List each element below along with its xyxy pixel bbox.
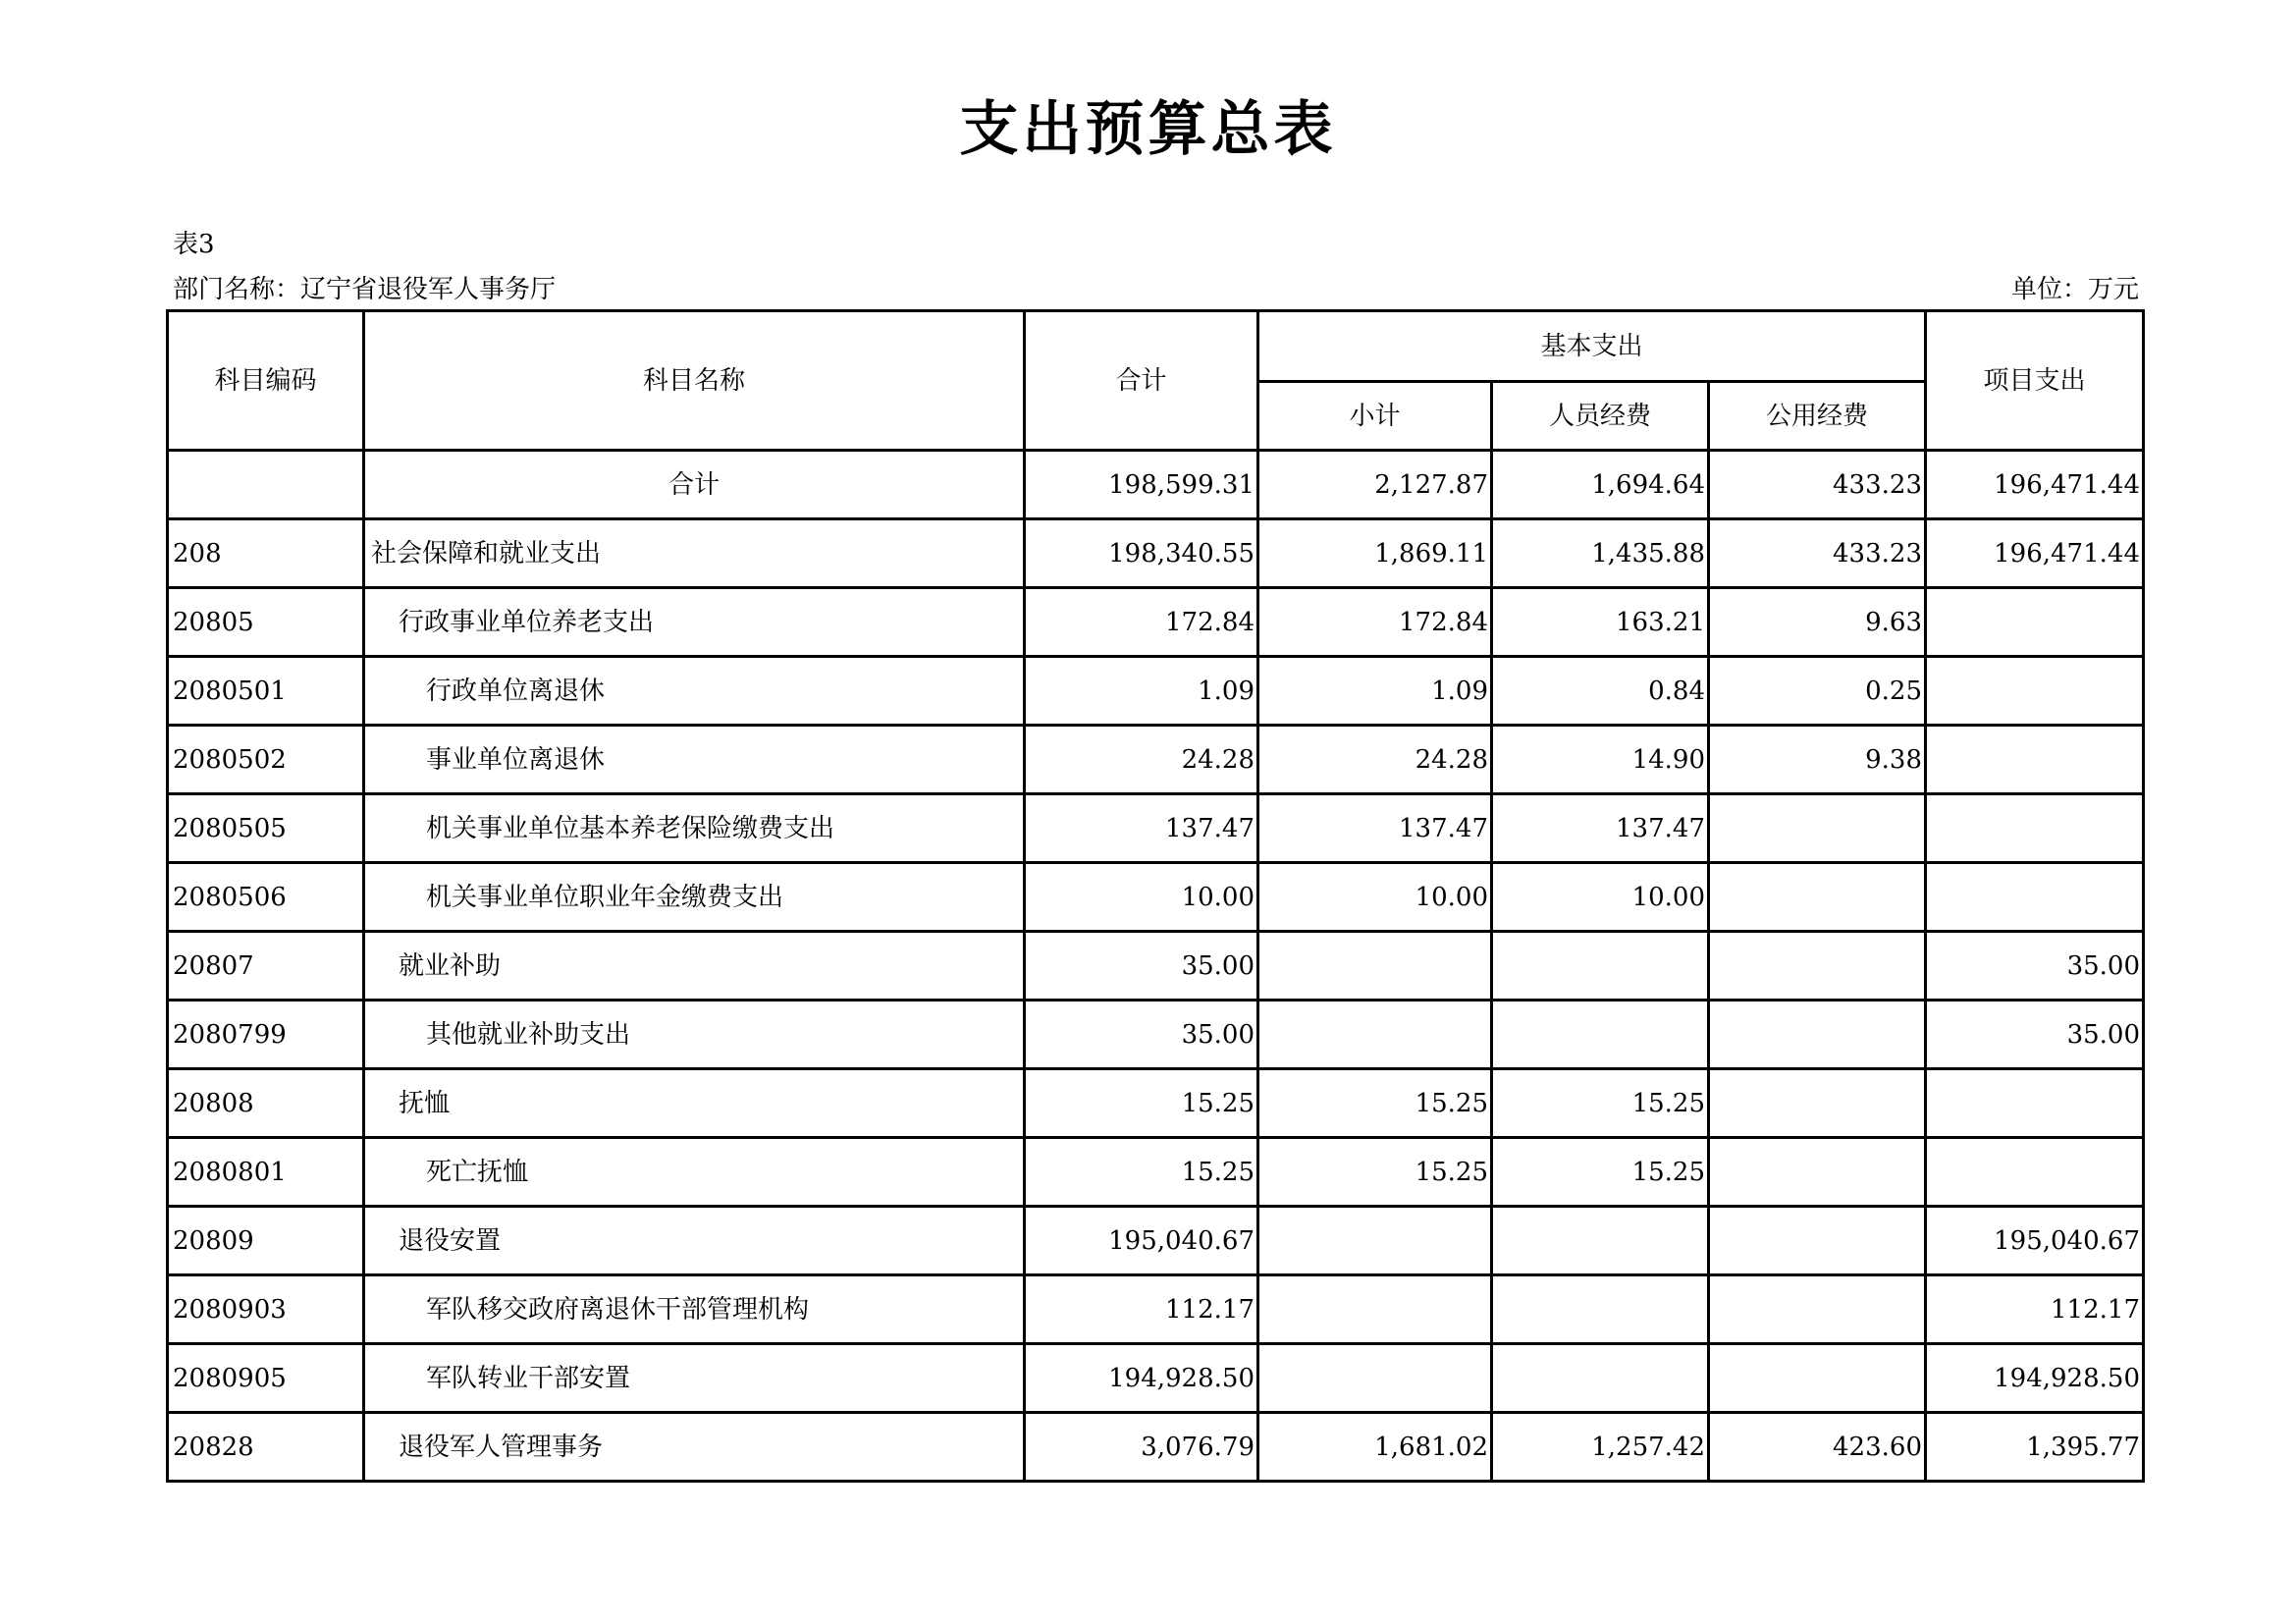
budget-table bbox=[166, 309, 2145, 1483]
table-row bbox=[168, 1069, 2144, 1138]
cell-personnel: 14.90 bbox=[1492, 726, 1709, 794]
cell-code: 208 bbox=[168, 519, 364, 588]
cell-personnel: 163.21 bbox=[1492, 588, 1709, 657]
cell-public bbox=[1709, 794, 1926, 863]
cell-public bbox=[1709, 1207, 1926, 1275]
cell-name: 事业单位离退休 bbox=[364, 726, 1025, 794]
table-number: 表3 bbox=[173, 230, 215, 259]
cell-name: 机关事业单位职业年金缴费支出 bbox=[364, 863, 1025, 932]
cell-total: 35.00 bbox=[1025, 1001, 1258, 1069]
cell-total: 10.00 bbox=[1025, 863, 1258, 932]
cell-project: 194,928.50 bbox=[1926, 1344, 2144, 1413]
cell-name: 其他就业补助支出 bbox=[364, 1001, 1025, 1069]
table-row bbox=[168, 1138, 2144, 1207]
cell-total: 24.28 bbox=[1025, 726, 1258, 794]
cell-personnel bbox=[1492, 1344, 1709, 1413]
cell-code: 20828 bbox=[168, 1413, 364, 1482]
table-row bbox=[168, 863, 2144, 932]
table-row bbox=[168, 1344, 2144, 1413]
cell-subtotal bbox=[1258, 1001, 1492, 1069]
cell-personnel bbox=[1492, 932, 1709, 1001]
cell-public: 9.63 bbox=[1709, 588, 1926, 657]
table-row bbox=[168, 1001, 2144, 1069]
cell-code: 2080502 bbox=[168, 726, 364, 794]
cell-total: 137.47 bbox=[1025, 794, 1258, 863]
cell-code: 20808 bbox=[168, 1069, 364, 1138]
cell-subtotal: 24.28 bbox=[1258, 726, 1492, 794]
cell-total: 35.00 bbox=[1025, 932, 1258, 1001]
cell-code: 20809 bbox=[168, 1207, 364, 1275]
cell-personnel bbox=[1492, 1275, 1709, 1344]
cell-subtotal: 1.09 bbox=[1258, 657, 1492, 726]
cell-name: 军队转业干部安置 bbox=[364, 1344, 1025, 1413]
cell-name: 退役军人管理事务 bbox=[364, 1413, 1025, 1482]
cell-personnel: 137.47 bbox=[1492, 794, 1709, 863]
table-row bbox=[168, 588, 2144, 657]
cell-project: 195,040.67 bbox=[1926, 1207, 2144, 1275]
table-row bbox=[168, 726, 2144, 794]
cell-subtotal: 1,869.11 bbox=[1258, 519, 1492, 588]
department-name: 部门名称：辽宁省退役军人事务厅 bbox=[173, 275, 557, 304]
cell-subtotal bbox=[1258, 1275, 1492, 1344]
table-row bbox=[168, 1275, 2144, 1344]
table-row bbox=[168, 657, 2144, 726]
cell-project: 35.00 bbox=[1926, 1001, 2144, 1069]
cell-project bbox=[1926, 1069, 2144, 1138]
cell-personnel: 15.25 bbox=[1492, 1069, 1709, 1138]
cell-name: 社会保障和就业支出 bbox=[364, 519, 1025, 588]
cell-name: 退役安置 bbox=[364, 1207, 1025, 1275]
cell-public bbox=[1709, 1275, 1926, 1344]
cell-public bbox=[1709, 932, 1926, 1001]
cell-code: 2080799 bbox=[168, 1001, 364, 1069]
cell-subtotal: 15.25 bbox=[1258, 1069, 1492, 1138]
cell-total: 1.09 bbox=[1025, 657, 1258, 726]
cell-total: 195,040.67 bbox=[1025, 1207, 1258, 1275]
cell-project bbox=[1926, 1138, 2144, 1207]
cell-total: 112.17 bbox=[1025, 1275, 1258, 1344]
cell-project bbox=[1926, 726, 2144, 794]
cell-public bbox=[1709, 1138, 1926, 1207]
cell-code: 20807 bbox=[168, 932, 364, 1001]
cell-name: 行政单位离退休 bbox=[364, 657, 1025, 726]
cell-public: 0.25 bbox=[1709, 657, 1926, 726]
header-project: 项目支出 bbox=[1926, 311, 2144, 451]
cell-subtotal: 15.25 bbox=[1258, 1138, 1492, 1207]
cell-name: 军队移交政府离退休干部管理机构 bbox=[364, 1275, 1025, 1344]
cell-total: 198,340.55 bbox=[1025, 519, 1258, 588]
header-public: 公用经费 bbox=[1709, 382, 1926, 451]
cell-personnel: 1,435.88 bbox=[1492, 519, 1709, 588]
cell-subtotal: 2,127.87 bbox=[1258, 451, 1492, 519]
table-header bbox=[168, 311, 2144, 451]
cell-total: 194,928.50 bbox=[1025, 1344, 1258, 1413]
table-body bbox=[168, 451, 2144, 1482]
cell-public bbox=[1709, 863, 1926, 932]
cell-name: 死亡抚恤 bbox=[364, 1138, 1025, 1207]
cell-project: 112.17 bbox=[1926, 1275, 2144, 1344]
cell-project bbox=[1926, 588, 2144, 657]
cell-total: 198,599.31 bbox=[1025, 451, 1258, 519]
cell-code: 2080903 bbox=[168, 1275, 364, 1344]
cell-code: 2080505 bbox=[168, 794, 364, 863]
header-personnel: 人员经费 bbox=[1492, 382, 1709, 451]
cell-public: 9.38 bbox=[1709, 726, 1926, 794]
cell-subtotal: 1,681.02 bbox=[1258, 1413, 1492, 1482]
cell-subtotal: 10.00 bbox=[1258, 863, 1492, 932]
header-subtotal: 小计 bbox=[1258, 382, 1492, 451]
cell-code: 2080905 bbox=[168, 1344, 364, 1413]
cell-personnel bbox=[1492, 1001, 1709, 1069]
cell-code: 20805 bbox=[168, 588, 364, 657]
cell-subtotal bbox=[1258, 932, 1492, 1001]
cell-project: 35.00 bbox=[1926, 932, 2144, 1001]
header-total: 合计 bbox=[1025, 311, 1258, 451]
cell-public: 433.23 bbox=[1709, 451, 1926, 519]
cell-public bbox=[1709, 1069, 1926, 1138]
cell-personnel: 1,694.64 bbox=[1492, 451, 1709, 519]
cell-personnel: 0.84 bbox=[1492, 657, 1709, 726]
cell-code: 2080506 bbox=[168, 863, 364, 932]
unit-label: 单位：万元 bbox=[2010, 275, 2139, 304]
cell-personnel: 10.00 bbox=[1492, 863, 1709, 932]
cell-subtotal bbox=[1258, 1207, 1492, 1275]
cell-subtotal: 137.47 bbox=[1258, 794, 1492, 863]
cell-total: 3,076.79 bbox=[1025, 1413, 1258, 1482]
cell-name: 合计 bbox=[364, 451, 1025, 519]
cell-personnel: 15.25 bbox=[1492, 1138, 1709, 1207]
table-row bbox=[168, 1413, 2144, 1482]
cell-subtotal bbox=[1258, 1344, 1492, 1413]
cell-personnel: 1,257.42 bbox=[1492, 1413, 1709, 1482]
header-basic: 基本支出 bbox=[1258, 311, 1926, 382]
cell-name: 就业补助 bbox=[364, 932, 1025, 1001]
cell-name: 行政事业单位养老支出 bbox=[364, 588, 1025, 657]
cell-total: 172.84 bbox=[1025, 588, 1258, 657]
cell-code bbox=[168, 451, 364, 519]
cell-project: 196,471.44 bbox=[1926, 451, 2144, 519]
cell-subtotal: 172.84 bbox=[1258, 588, 1492, 657]
cell-name: 抚恤 bbox=[364, 1069, 1025, 1138]
cell-total: 15.25 bbox=[1025, 1138, 1258, 1207]
cell-personnel bbox=[1492, 1207, 1709, 1275]
cell-project bbox=[1926, 794, 2144, 863]
cell-project: 1,395.77 bbox=[1926, 1413, 2144, 1482]
cell-public: 423.60 bbox=[1709, 1413, 1926, 1482]
cell-code: 2080801 bbox=[168, 1138, 364, 1207]
cell-name: 机关事业单位基本养老保险缴费支出 bbox=[364, 794, 1025, 863]
cell-public bbox=[1709, 1001, 1926, 1069]
table-row bbox=[168, 794, 2144, 863]
table-row bbox=[168, 1207, 2144, 1275]
cell-total: 15.25 bbox=[1025, 1069, 1258, 1138]
header-code: 科目编码 bbox=[168, 311, 364, 451]
page-title: 支出预算总表 bbox=[959, 95, 1337, 164]
cell-project bbox=[1926, 657, 2144, 726]
cell-public: 433.23 bbox=[1709, 519, 1926, 588]
cell-project bbox=[1926, 863, 2144, 932]
cell-code: 2080501 bbox=[168, 657, 364, 726]
table-row bbox=[168, 932, 2144, 1001]
table-row bbox=[168, 451, 2144, 519]
cell-project: 196,471.44 bbox=[1926, 519, 2144, 588]
cell-public bbox=[1709, 1344, 1926, 1413]
table-row bbox=[168, 519, 2144, 588]
header-name: 科目名称 bbox=[364, 311, 1025, 451]
